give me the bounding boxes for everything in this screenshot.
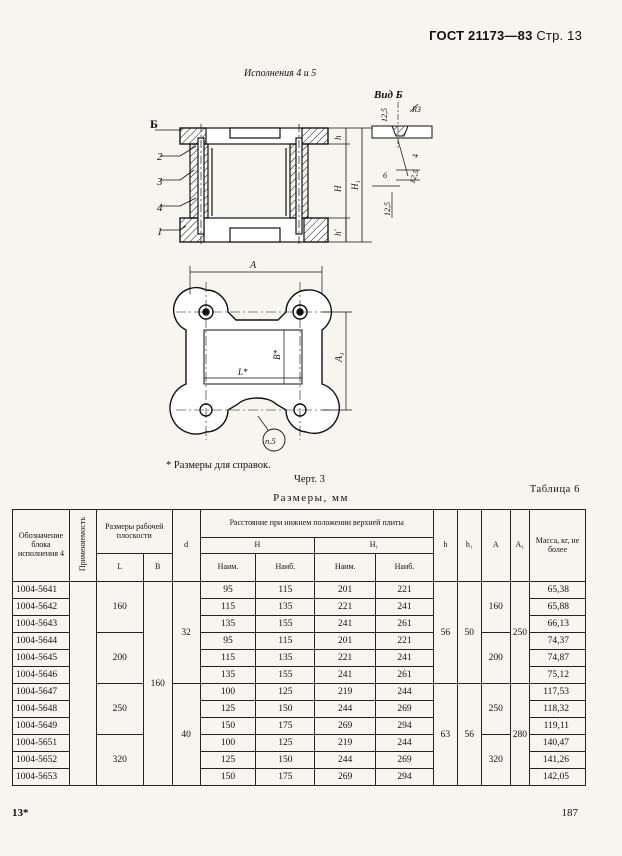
col-header-B: B — [143, 554, 172, 582]
h-cell: 63 — [433, 684, 457, 786]
mass-cell: 66,13 — [529, 616, 585, 633]
table-row — [13, 633, 586, 650]
page-label: Стр. 13 — [536, 28, 582, 43]
table-row — [13, 684, 586, 701]
H-min-cell: 95 — [200, 633, 256, 650]
mass-cell: 140,47 — [529, 735, 585, 752]
H-max-cell: 125 — [256, 735, 315, 752]
H-max-cell: 125 — [256, 684, 315, 701]
variant-title: Исполнения 4 и 5 — [244, 68, 317, 79]
designation-cell: 1004-5653 — [13, 769, 70, 786]
H1-max-cell: 221 — [376, 582, 434, 599]
figure-caption: Черт. 3 — [294, 474, 325, 485]
designation-cell: 1004-5645 — [13, 650, 70, 667]
H1-min-cell: 241 — [315, 616, 376, 633]
col-header-h: h — [433, 510, 457, 582]
d-cell: 40 — [172, 684, 200, 786]
col-header-h1: h₁ — [457, 510, 481, 582]
H-max-cell: 175 — [256, 769, 315, 786]
designation-cell: 1004-5652 — [13, 752, 70, 769]
col-header-H: H — [200, 538, 315, 554]
H-max-cell: 115 — [256, 633, 315, 650]
H-max-cell: 155 — [256, 616, 315, 633]
callout-4: 4 — [157, 202, 163, 214]
view-b-labels — [373, 89, 421, 216]
H1-min-cell: 219 — [315, 684, 376, 701]
dim-H: H — [333, 185, 343, 192]
col-header-H-max: Наиб. — [256, 554, 315, 582]
callout-2: 2 — [157, 151, 163, 163]
dim-h: h — [333, 135, 343, 140]
note-marker: п.5 — [265, 436, 276, 446]
H1-min-cell: 221 — [315, 599, 376, 616]
mass-cell: 65,88 — [529, 599, 585, 616]
H-min-cell: 125 — [200, 752, 256, 769]
designation-cell: 1004-5644 — [13, 633, 70, 650]
callout-3: 3 — [157, 176, 163, 188]
H1-min-cell: 244 — [315, 701, 376, 718]
H-min-cell: 150 — [200, 718, 256, 735]
A-cell: 200 — [481, 633, 510, 684]
H1-max-cell: 241 — [376, 650, 434, 667]
designation-cell: 1004-5643 — [13, 616, 70, 633]
designation-cell: 1004-5649 — [13, 718, 70, 735]
H-min-cell: 95 — [200, 582, 256, 599]
dim-12-5-c: 12,5 — [383, 202, 392, 216]
standard-number: ГОСТ 21173—83 — [429, 28, 533, 43]
H1-max-cell: 221 — [376, 633, 434, 650]
designation-cell: 1004-5641 — [13, 582, 70, 599]
col-header-A: A — [481, 510, 510, 582]
mass-cell: 119,11 — [529, 718, 585, 735]
H1-max-cell: 261 — [376, 616, 434, 633]
mass-cell: 141,26 — [529, 752, 585, 769]
L-cell: 250 — [96, 684, 143, 735]
dim-R3: R3 — [412, 105, 421, 114]
col-header-mass: Масса, кг, не более — [529, 510, 585, 582]
H1-max-cell: 294 — [376, 769, 434, 786]
col-header-A1: A₁ — [510, 510, 529, 582]
footer-left-mark: 13* — [12, 807, 29, 819]
B-cell-top — [143, 582, 172, 667]
H1-min-cell: 269 — [315, 769, 376, 786]
H-max-cell: 135 — [256, 599, 315, 616]
H-max-cell: 175 — [256, 718, 315, 735]
designation-cell: 1004-5647 — [13, 684, 70, 701]
dim-L: L* — [238, 367, 248, 377]
H-min-cell: 125 — [200, 701, 256, 718]
H-max-cell: 135 — [256, 650, 315, 667]
H-min-cell: 115 — [200, 650, 256, 667]
mass-cell: 75,12 — [529, 667, 585, 684]
table-number: Таблица 6 — [529, 484, 580, 495]
footnote: * Размеры для справок. — [166, 460, 271, 471]
col-header-H-min: Наим. — [200, 554, 256, 582]
L-cell: 320 — [96, 735, 143, 786]
dim-B: B* — [272, 350, 282, 360]
d-cell: 32 — [172, 582, 200, 684]
H1-min-cell: 244 — [315, 752, 376, 769]
mass-cell: 74,37 — [529, 633, 585, 650]
applicability-cell — [69, 582, 96, 786]
mass-cell: 74,87 — [529, 650, 585, 667]
col-header-H1-min: Наим. — [315, 554, 376, 582]
H1-max-cell: 269 — [376, 701, 434, 718]
section-arrow-label: Б — [150, 117, 158, 131]
plan-view — [170, 266, 352, 451]
col-header-H1: H₁ — [315, 538, 434, 554]
H1-max-cell: 241 — [376, 599, 434, 616]
mass-cell: 142,05 — [529, 769, 585, 786]
h-cell: 56 — [433, 582, 457, 684]
H1-max-cell: 244 — [376, 684, 434, 701]
H-min-cell: 135 — [200, 667, 256, 684]
H1-max-cell: 269 — [376, 752, 434, 769]
col-header-designation: Обозначение блока исполнения 4 — [13, 510, 70, 582]
A1-cell: 250 — [510, 582, 529, 684]
mass-cell: 117,53 — [529, 684, 585, 701]
H1-min-cell: 269 — [315, 718, 376, 735]
h1-cell: 50 — [457, 582, 481, 684]
h1-cell: 56 — [457, 684, 481, 786]
H-min-cell: 135 — [200, 616, 256, 633]
H-min-cell: 115 — [200, 599, 256, 616]
H-max-cell: 150 — [256, 701, 315, 718]
dim-12-5-a: 12,5 — [380, 108, 389, 122]
dimensions-table — [12, 509, 586, 786]
callout-1: 1 — [157, 226, 163, 238]
H-min-cell: 100 — [200, 684, 256, 701]
H1-min-cell: 221 — [315, 650, 376, 667]
B-cell: 160 — [143, 667, 172, 701]
designation-cell: 1004-5648 — [13, 701, 70, 718]
applicability-label: Применяемость — [77, 517, 87, 572]
A1-cell: 280 — [510, 684, 529, 786]
dim-4: 4 — [411, 154, 420, 158]
H1-max-cell: 261 — [376, 667, 434, 684]
H1-max-cell: 294 — [376, 718, 434, 735]
dim-12-5-b: 12,5 — [407, 168, 421, 185]
H1-min-cell: 201 — [315, 582, 376, 599]
table-row — [13, 735, 586, 752]
H-min-cell: 100 — [200, 735, 256, 752]
designation-cell: 1004-5651 — [13, 735, 70, 752]
A-cell: 250 — [481, 684, 510, 735]
table-row — [13, 582, 586, 599]
mass-cell: 65,38 — [529, 582, 585, 599]
col-header-H1-max: Наиб. — [376, 554, 434, 582]
col-header-applicability — [69, 510, 96, 582]
view-b-title: Вид Б — [374, 89, 403, 101]
H1-max-cell: 244 — [376, 735, 434, 752]
H1-min-cell: 219 — [315, 735, 376, 752]
H-max-cell: 150 — [256, 752, 315, 769]
designation-cell: 1004-5642 — [13, 599, 70, 616]
H-min-cell: 150 — [200, 769, 256, 786]
col-header-distance: Расстояние при нижнем положении верхней плиты — [200, 510, 433, 538]
dim-A1: A₁ — [334, 352, 345, 362]
H-max-cell: 115 — [256, 582, 315, 599]
col-header-L: L — [96, 554, 143, 582]
dim-6: 6 — [383, 171, 387, 180]
H-max-cell: 155 — [256, 667, 315, 684]
A-cell: 320 — [481, 735, 510, 786]
dim-h-prime: h' — [333, 229, 343, 236]
B-cell-bottom — [143, 701, 172, 786]
dim-H1: H₁ — [350, 180, 360, 190]
page-number: 187 — [561, 807, 578, 819]
H1-min-cell: 201 — [315, 633, 376, 650]
section-view — [155, 124, 372, 246]
dim-A: A — [250, 260, 257, 271]
table-title: Размеры, мм — [273, 492, 349, 504]
col-header-d: d — [172, 510, 200, 582]
designation-cell: 1004-5646 — [13, 667, 70, 684]
H1-min-cell: 241 — [315, 667, 376, 684]
L-cell: 160 — [96, 582, 143, 633]
col-header-working-plane: Размеры рабочей плоскости — [96, 510, 172, 554]
mass-cell: 118,32 — [529, 701, 585, 718]
L-cell: 200 — [96, 633, 143, 684]
A-cell: 160 — [481, 582, 510, 633]
